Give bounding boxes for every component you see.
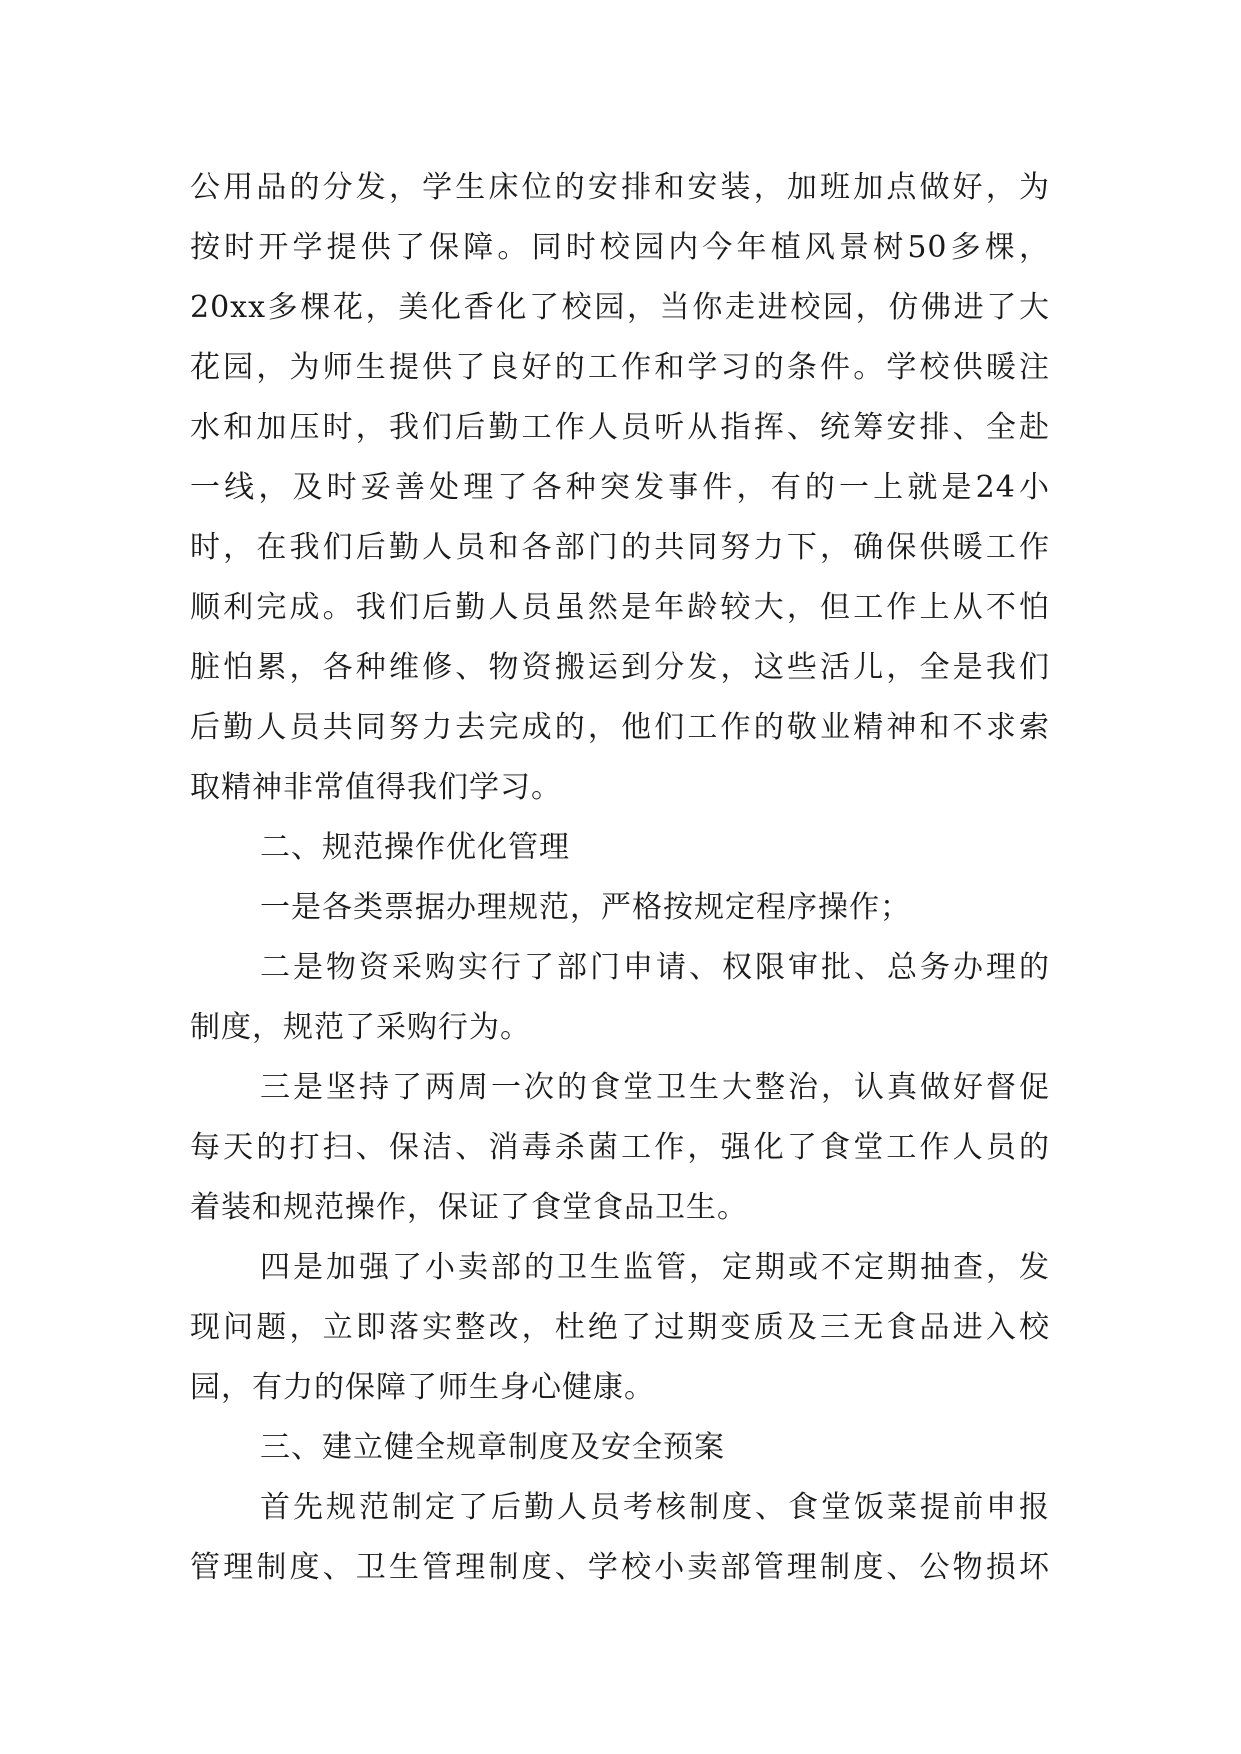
section-heading: 二、规范操作优化管理 [260,830,570,865]
text-line: 水和加压时，我们后勤工作人员听从指挥、统筹安排、全赴 [190,410,1050,445]
text-line: 按时开学提供了保障。同时校园内今年植风景树50多棵， [190,230,1050,265]
text-line: 二是物资采购实行了部门申请、权限审批、总务办理的 [260,950,1050,985]
text-line: 园，有力的保障了师生身心健康。 [190,1370,655,1405]
text-line: 着装和规范操作，保证了食堂食品卫生。 [190,1190,748,1225]
text-line: 三是坚持了两周一次的食堂卫生大整治，认真做好督促 [260,1070,1050,1105]
text-line: 首先规范制定了后勤人员考核制度、食堂饭菜提前申报 [260,1490,1050,1525]
text-line: 脏怕累，各种维修、物资搬运到分发，这些活儿，全是我们 [190,650,1050,685]
text-line: 制度，规范了采购行为。 [190,1010,531,1045]
text-line: 公用品的分发，学生床位的安排和安装，加班加点做好，为 [190,170,1050,205]
section-heading: 三、建立健全规章制度及安全预案 [260,1430,725,1465]
text-line: 顺利完成。我们后勤人员虽然是年龄较大，但工作上从不怕 [190,590,1050,625]
text-line: 四是加强了小卖部的卫生监管，定期或不定期抽查，发 [260,1250,1050,1285]
text-line: 花园，为师生提供了良好的工作和学习的条件。学校供暖注 [190,350,1050,385]
text-line: 一是各类票据办理规范，严格按规定程序操作； [260,890,911,925]
text-line: 每天的打扫、保洁、消毒杀菌工作，强化了食堂工作人员的 [190,1130,1050,1165]
body-text [190,158,1050,1598]
text-line: 20xx多棵花，美化香化了校园，当你走进校园，仿佛进了大 [190,290,1050,325]
text-line: 管理制度、卫生管理制度、学校小卖部管理制度、公物损坏 [190,1550,1050,1585]
text-line: 时，在我们后勤人员和各部门的共同努力下，确保供暖工作 [190,530,1050,565]
text-line: 一线，及时妥善处理了各种突发事件，有的一上就是24小 [190,470,1050,505]
text-line: 后勤人员共同努力去完成的，他们工作的敬业精神和不求索 [190,710,1050,745]
text-line: 现问题，立即落实整改，杜绝了过期变质及三无食品进入校 [190,1310,1050,1345]
text-line: 取精神非常值得我们学习。 [190,770,562,805]
